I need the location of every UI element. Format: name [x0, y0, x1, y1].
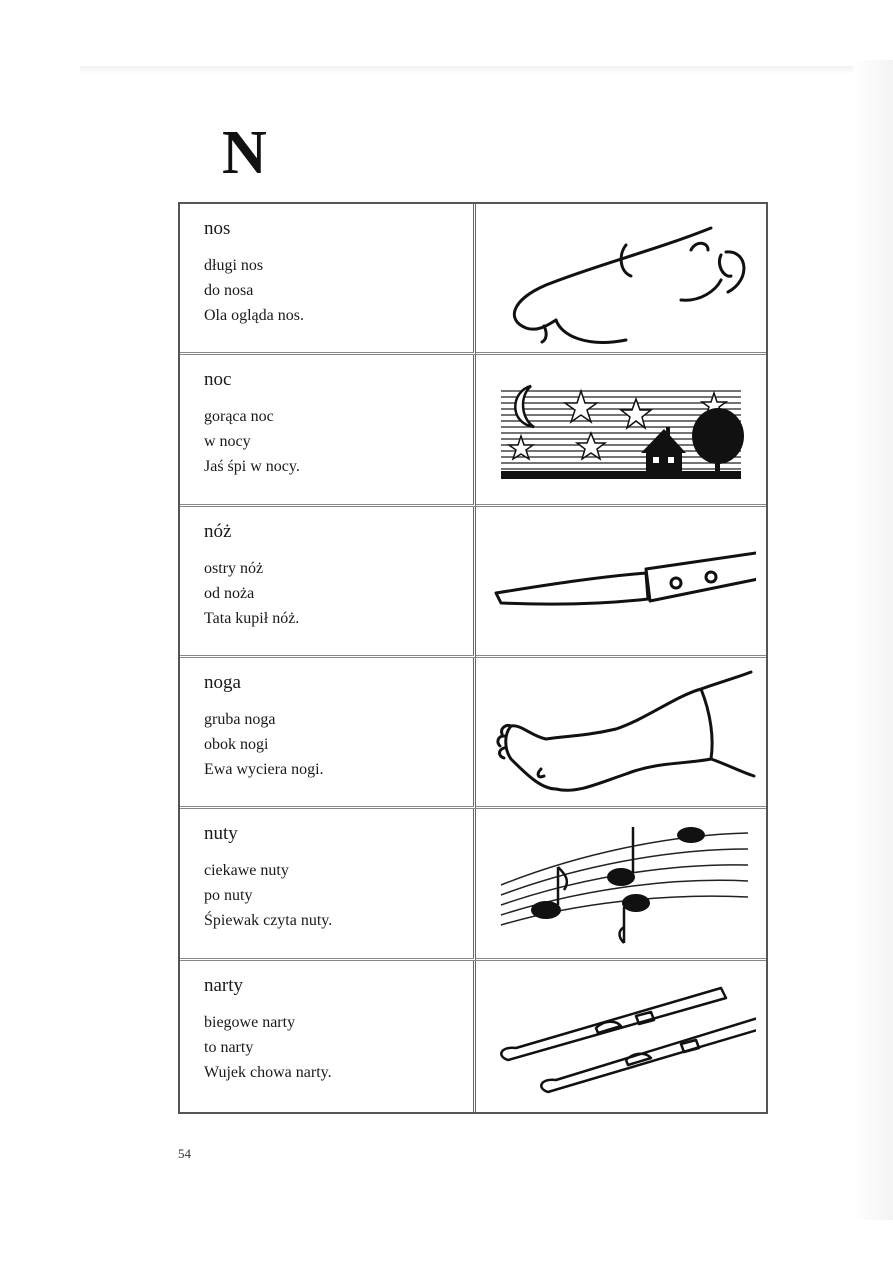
word-cell	[180, 355, 476, 506]
vocab-word: noga	[204, 671, 241, 693]
example-line: gorąca noc	[204, 408, 274, 426]
vocab-word: noc	[204, 369, 232, 391]
vocab-word: nuty	[204, 823, 238, 845]
word-cell	[180, 507, 476, 658]
picture-cell	[476, 809, 766, 960]
picture-cell	[476, 507, 766, 658]
example-line: Wujek chowa narty.	[204, 1063, 332, 1081]
skis-icon	[486, 968, 756, 1104]
vocab-word: narty	[204, 974, 244, 996]
night-scene-icon	[486, 361, 756, 497]
music-notes-icon	[486, 815, 756, 951]
example-line: biegowe narty	[204, 1013, 296, 1031]
example-line: w nocy	[204, 433, 251, 451]
vocabulary-table	[178, 202, 768, 1114]
leg-icon	[486, 664, 756, 800]
word-cell	[180, 204, 476, 355]
picture-cell	[476, 961, 766, 1112]
example-line: długi nos	[204, 257, 264, 274]
knife-icon	[486, 513, 756, 649]
word-cell	[180, 809, 476, 960]
example-line: Jaś śpi w nocy.	[204, 458, 300, 476]
nose-icon	[486, 210, 756, 346]
example-line: od noża	[204, 584, 255, 602]
example-line: do nosa	[204, 282, 254, 299]
scan-shadow	[80, 66, 855, 74]
picture-cell	[476, 658, 766, 809]
example-line: po nuty	[204, 887, 253, 905]
example-line: Ewa wyciera nogi.	[204, 760, 324, 778]
scan-edge	[853, 60, 893, 1220]
vocab-word: nóż	[204, 520, 232, 542]
example-line: Tata kupił nóż.	[204, 609, 300, 627]
word-cell	[180, 658, 476, 809]
picture-cell	[476, 204, 766, 355]
picture-cell	[476, 355, 766, 506]
example-line: obok nogi	[204, 735, 269, 753]
page-number: 54	[178, 1146, 191, 1161]
example-line: ciekawe nuty	[204, 862, 289, 880]
page-letter-heading: N	[222, 119, 267, 187]
example-line: Śpiewak czyta nuty.	[204, 912, 333, 930]
example-line: ostry nóż	[204, 559, 264, 577]
vocab-word: nos	[204, 218, 231, 239]
example-line: Ola ogląda nos.	[204, 307, 304, 324]
example-line: gruba noga	[204, 710, 276, 728]
example-line: to narty	[204, 1038, 254, 1056]
word-cell	[180, 961, 476, 1112]
